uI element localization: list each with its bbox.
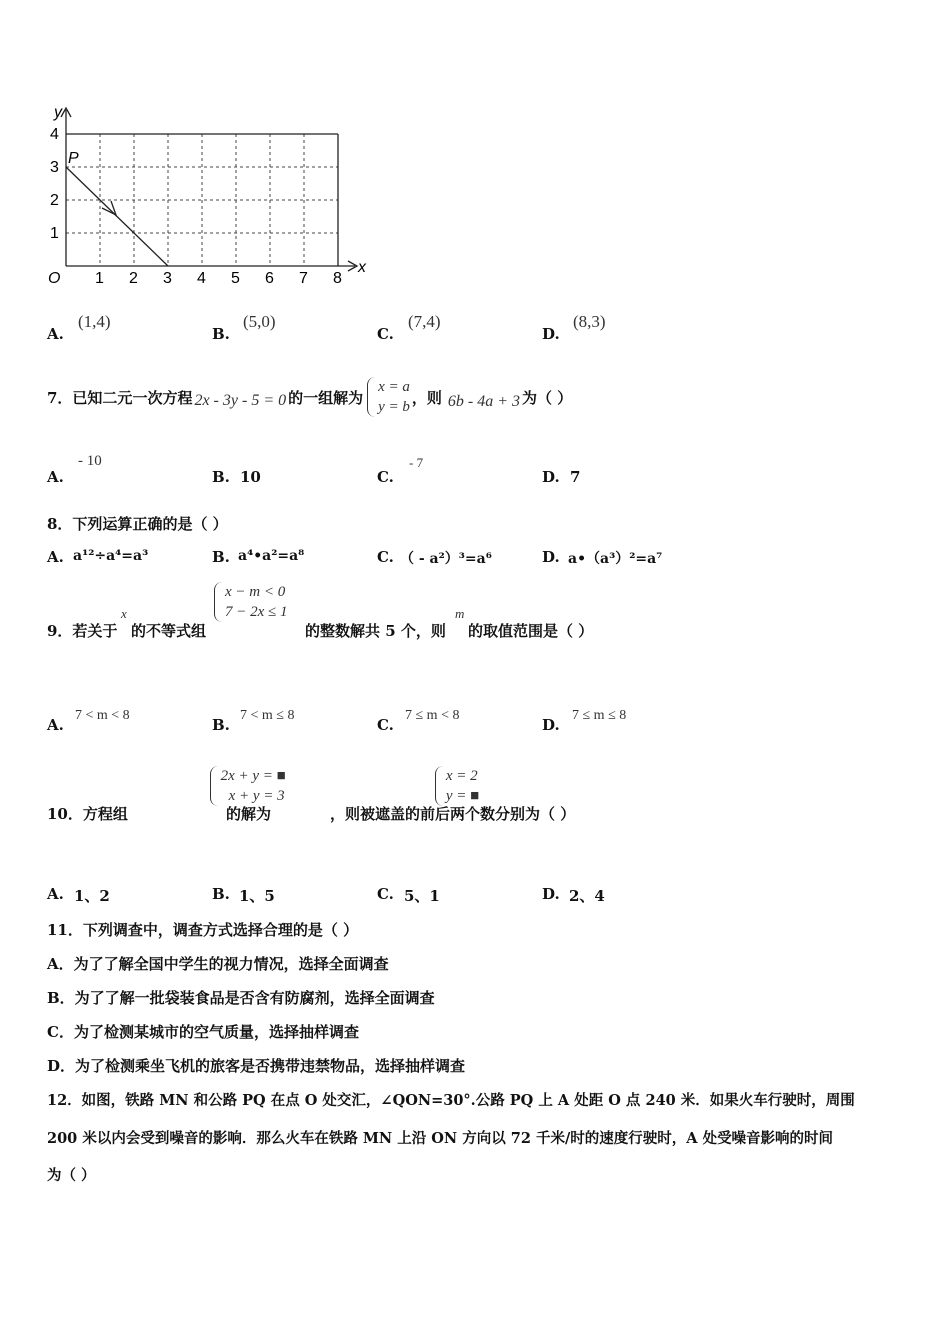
coordinate-graph [30, 95, 380, 295]
option-value: 2、4 [569, 887, 605, 905]
option-value: (7,4) [408, 312, 441, 331]
question-8-stem: 8．下列运算正确的是（ ） [47, 515, 228, 533]
x-tick-label: 1 [95, 270, 104, 287]
option-label: D. [542, 716, 560, 734]
option-value: a¹²÷a⁴=a³ [73, 548, 149, 564]
q10-solution-system [435, 766, 479, 806]
q7-solution-system [367, 377, 410, 417]
option-label: B. [212, 548, 230, 566]
q9-suffix: 的取值范围是（ ） [468, 622, 594, 640]
question-7-stem [47, 372, 572, 422]
q11-option-c: C．为了检测某城市的空气质量，选择抽样调查 [47, 1023, 359, 1041]
option-label: B. [212, 885, 230, 903]
q7-mid: 的一组解为 [288, 388, 364, 407]
option-label: A. [47, 548, 64, 566]
option-label: A. [47, 325, 64, 343]
q9-mid: 的不等式组 [131, 622, 207, 640]
q9-ineq-line-1: x − m < 0 [225, 584, 286, 600]
x-axis-label: x [358, 259, 366, 276]
option-label: D. [542, 548, 560, 566]
q12-line-1: 12．如图，铁路 MN 和公路 PQ 在点 O 处交汇，∠QON=30°.公路 PQ 上 A 处距 O 点 240 米．如果火车行驶时，周围 [47, 1092, 855, 1109]
option-value: 10 [240, 468, 261, 486]
option-value: a•（a³）²=a⁷ [568, 551, 663, 567]
q7-suffix: 为（ ） [522, 388, 573, 407]
y-tick-label: 2 [50, 192, 59, 209]
option-value: 7 ≤ m < 8 [405, 708, 460, 723]
y-tick-label: 1 [50, 225, 59, 242]
q9-var-x: x [121, 606, 127, 621]
option-label: D. [542, 325, 560, 343]
q10-sys2-line-1: x = 2 [445, 768, 478, 784]
q10-sys1-line-1: 2x + y = ■ [220, 768, 286, 784]
option-label: D. [542, 885, 560, 903]
q10-prefix: 10．方程组 [47, 805, 128, 823]
option-label: C. [377, 468, 394, 486]
q7-sys-line-2: y = b [378, 399, 410, 415]
option-value: 7 [570, 468, 581, 486]
option-value: a⁴•a²=a⁸ [238, 548, 305, 564]
question-11-stem: 11．下列调查中，调查方式选择合理的是（ ） [47, 921, 359, 939]
q11-option-d: D．为了检测乘坐飞机的旅客是否携带违禁物品，选择抽样调查 [47, 1057, 466, 1075]
y-axis-label: y [54, 104, 62, 121]
option-value: 7 < m < 8 [75, 708, 130, 723]
option-value: - 10 [78, 453, 102, 469]
q9-mid2: 的整数解共 5 个，则 [305, 622, 446, 640]
origin-label: O [48, 270, 61, 287]
option-label: C. [377, 885, 394, 903]
q9-var-m: m [455, 606, 465, 621]
path-line [66, 167, 168, 266]
x-tick-label: 7 [299, 270, 308, 287]
q11-option-b: B．为了了解一批袋装食品是否含有防腐剂，选择全面调查 [47, 989, 435, 1007]
q12-line-2: 200 米以内会受到噪音的影响．那么火车在铁路 MN 上沿 ON 方向以 72 千米/时的速度行驶时，A 处受噪音影响的时间 [47, 1130, 834, 1147]
q7-expression: 6b - 4a + 3 [447, 393, 521, 410]
q7-sys-line-1: x = a [378, 379, 410, 395]
q9-ineq-line-2: 7 − 2x ≤ 1 [225, 604, 288, 620]
q7-equation: 2x - 3y - 5 = 0 [194, 392, 287, 409]
y-tick-label: 4 [50, 126, 59, 143]
option-label: C. [377, 716, 394, 734]
option-value: (1,4) [78, 312, 111, 331]
q10-sys1-line-2: x + y = 3 [228, 788, 285, 804]
q9-prefix: 9．若关于 [47, 622, 118, 640]
option-label: B. [212, 716, 230, 734]
option-label: B. [212, 325, 230, 343]
q12-line-3: 为（ ） [47, 1167, 96, 1184]
option-label: B. [212, 468, 230, 486]
option-label: A. [47, 885, 64, 903]
q9-inequality-system [214, 582, 288, 622]
x-tick-label: 4 [197, 270, 206, 287]
option-value: - 7 [409, 455, 424, 470]
grid-lines [66, 134, 338, 266]
q10-suffix: ，则被遮盖的前后两个数分别为（ ） [330, 805, 576, 823]
option-value: 7 < m ≤ 8 [240, 708, 295, 723]
q10-mid: 的解为 [226, 805, 272, 823]
option-label: C. [377, 325, 394, 343]
q10-sys2-line-2: y = ■ [445, 788, 480, 804]
option-value: 7 ≤ m ≤ 8 [572, 708, 627, 723]
q10-equation-system [210, 766, 286, 806]
option-value: 1、5 [239, 887, 275, 905]
option-value: 1、2 [74, 887, 110, 905]
q7-mid2: ，则 [411, 388, 442, 407]
x-tick-label: 6 [265, 270, 274, 287]
option-label: C. [377, 548, 394, 566]
option-label: D. [542, 468, 560, 486]
option-value: (5,0) [243, 312, 276, 331]
axes [61, 108, 357, 271]
x-tick-label: 8 [333, 270, 342, 287]
x-tick-label: 3 [163, 270, 172, 287]
y-tick-label: 3 [50, 159, 59, 176]
point-p-label: P [68, 150, 79, 167]
q7-prefix: 7．已知二元一次方程 [47, 388, 193, 407]
option-value: （ - a²）³=a⁶ [400, 551, 492, 567]
option-value: 5、1 [404, 887, 440, 905]
x-tick-label: 5 [231, 270, 240, 287]
option-value: (8,3) [573, 312, 606, 331]
option-label: A. [47, 468, 64, 486]
option-label: A. [47, 716, 64, 734]
q11-option-a: A．为了了解全国中学生的视力情况，选择全面调查 [47, 955, 389, 973]
x-tick-label: 2 [129, 270, 138, 287]
